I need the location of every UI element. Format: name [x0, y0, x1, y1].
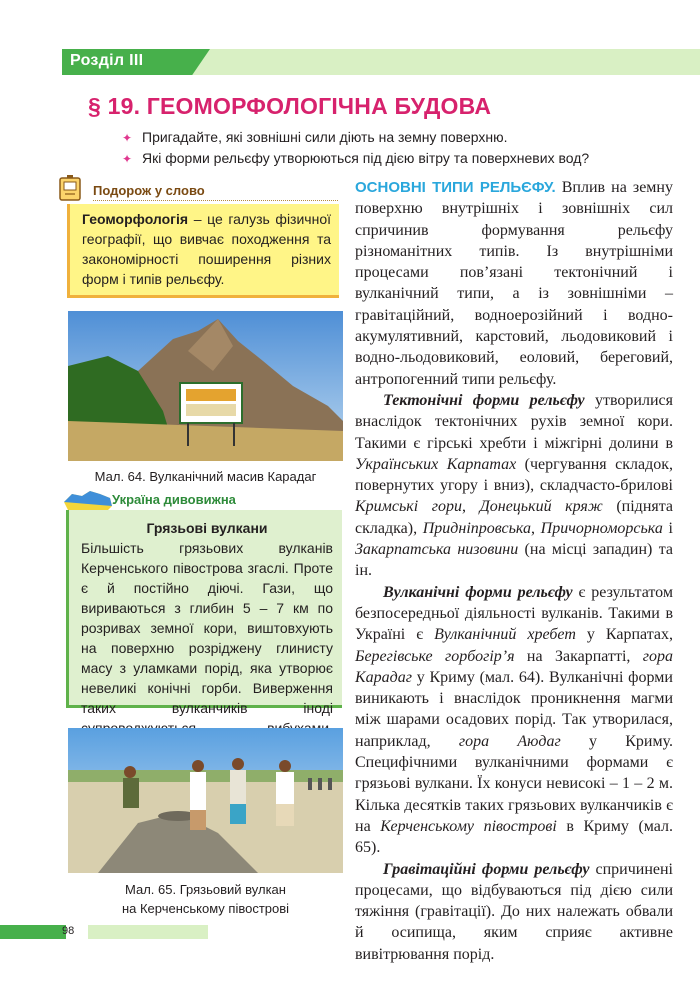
travel-word-label: Подорож у слово: [93, 183, 205, 198]
main-text-column: [355, 177, 673, 965]
mud-volcano-photo: [68, 728, 343, 873]
question-item: ✦ Які форми рельєфу утворюються під дією вітру та поверхневих вод?: [120, 148, 680, 169]
divider: [93, 200, 338, 202]
footer-bar: [88, 925, 208, 939]
bullet-icon: ✦: [122, 131, 133, 145]
question-item: ✦ Пригадайте, які зовнішні сили діють на земну поверхню.: [120, 127, 680, 148]
paragraph: ОСНОВНІ ТИПИ РЕЛЬЄФУ. Вплив на земну поверхню внутрішніх і зовнішніх сил спричинив формування рельєфу різноманітних типів. Із внутрішніми процесами пов’язані тектонічний і вулканічний типи, а із зовнішніми – гравітаційний, водноерозійний і водно-акумулятивний, карстовий, льодовиковий і водно-льодовиковий, еоловий, береговий, антропогенний типи рельєфу.: [355, 179, 673, 388]
paragraph: Тектонічні форми рельєфу утворилися внаслідок тектонічних рухів земної кори. Такими є гірські хребти і міжгірні долини в Українських Карпатах (чергування складок, повернутих угору і вниз), складчасто-брилові Кримські гори, Донецький кряж (піднята складка), Придніпровська, Причорноморська і Закарпатська низовини (на місці западин) та ін.: [355, 391, 674, 580]
paragraph-title: § 19. ГЕОМОРФОЛОГІЧНА БУДОВА: [88, 93, 492, 119]
definition-text: – це галузь фізичної географії, що вивчає походження та закономірності поширення різних форм і типів рельєфу.: [82, 211, 331, 287]
section-heading: ОСНОВНІ ТИПИ РЕЛЬЄФУ.: [355, 179, 556, 196]
paragraph: Вулканічні форми рельєфу є результатом безпосередньої діяльності вулканів. Такими в Україні є Вулканічний хребет у Карпатах, Берегівське горбогір’я на Закарпатті, гора Карадаг у Криму (мал. 64). Вулканічні форми виникають і внаслідок проникнення магми між шарами осадових порід. Так утворилася, наприклад, гора Аюдаг у Криму. Специфічними вулканічними формами є грязьові вулкани. Їх конуси невисокі – 1 – 2 м. Кілька десятків таких грязьових вулканчиків є на Керченському півострові в Криму (мал. 65).: [355, 583, 674, 857]
page-number: 98: [62, 925, 75, 937]
figure-65-caption: Мал. 65. Грязьовий вулкан на Керченському півострові: [121, 882, 290, 916]
box-title: Грязьові вулкани: [146, 520, 268, 536]
karadag-photo: [68, 311, 343, 461]
box-text: Більшість грязьових вулканів Керченського півострова згаслі. Проте є й постійно діючі. Гази, що вириваються з глибин 5 – 7 км по розривах земної кори, виштовхують на поверхню розріджену глинисту масу з уламками порід, яка утворює невеликі конічні горби. Виверження таких вулканчиків іноді: [81, 540, 333, 716]
amazing-ukraine-box: [66, 510, 342, 716]
section-label: Розділ III: [70, 52, 144, 69]
page-number-bar: [0, 925, 66, 939]
review-questions: [120, 127, 680, 169]
term: Геоморфологія: [82, 211, 189, 227]
dictionary-icon: [58, 175, 82, 203]
amazing-ukraine-label: Україна дивовижна: [112, 492, 236, 507]
figure-64-caption: Мал. 64. Вулканічний масив Карадаг: [94, 469, 317, 484]
paragraph: Гравітаційні форми рельєфу спричинені процесами, що відбуваються під дією сили тяжіння (гравітації). До них належать обвали й осипища, яким сприяє активне вивітрювання порід.: [355, 860, 673, 963]
definition-box: [67, 204, 339, 298]
bullet-icon: ✦: [122, 152, 133, 166]
